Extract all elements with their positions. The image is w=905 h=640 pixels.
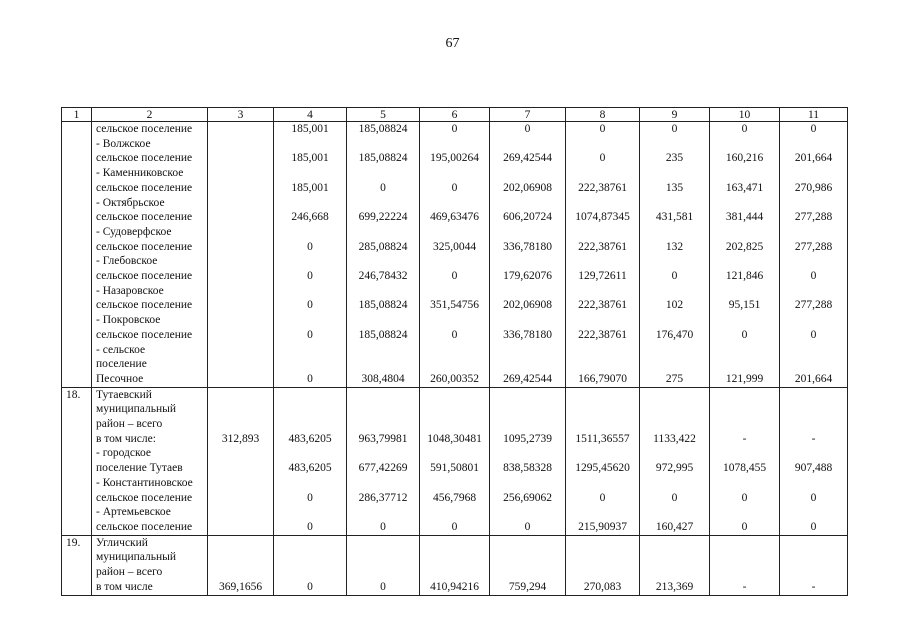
- value-cell: [208, 505, 274, 535]
- value-cell: 160,427: [640, 505, 710, 535]
- value-cell: 483,6205: [274, 387, 347, 446]
- value-cell: 222,38761: [566, 284, 640, 313]
- value-cell: 235: [640, 137, 710, 166]
- value-cell: 102: [640, 284, 710, 313]
- value-cell: 312,893: [208, 387, 274, 446]
- value-cell: 0: [274, 505, 347, 535]
- table-row: [62, 196, 848, 225]
- value-cell: 325,0044: [420, 225, 490, 254]
- value-cell: 286,37712: [347, 476, 420, 505]
- table-row: [62, 446, 848, 475]
- value-cell: 838,58328: [490, 446, 566, 475]
- row-index: [62, 476, 92, 505]
- row-name: - Октябрьское сельское поселение: [92, 196, 208, 225]
- value-cell: 260,00352: [420, 343, 490, 388]
- value-cell: 277,288: [780, 196, 848, 225]
- value-cell: 135: [640, 166, 710, 195]
- value-cell: 246,78432: [347, 254, 420, 283]
- value-cell: 185,08824: [347, 122, 420, 137]
- value-cell: 0: [780, 505, 848, 535]
- value-cell: 269,42544: [490, 137, 566, 166]
- row-index: [62, 313, 92, 342]
- value-cell: 0: [274, 225, 347, 254]
- value-cell: 336,78180: [490, 225, 566, 254]
- value-cell: 270,083: [566, 535, 640, 595]
- budget-table: [61, 107, 848, 596]
- value-cell: 0: [347, 166, 420, 195]
- table-row: [62, 387, 848, 446]
- value-cell: 269,42544: [490, 343, 566, 388]
- value-cell: [208, 343, 274, 388]
- row-name: сельское поселение: [92, 122, 208, 137]
- row-name: - Волжское сельское поселение: [92, 137, 208, 166]
- value-cell: 0: [420, 313, 490, 342]
- value-cell: 336,78180: [490, 313, 566, 342]
- row-index: [62, 343, 92, 388]
- value-cell: 0: [780, 476, 848, 505]
- value-cell: 0: [640, 476, 710, 505]
- table-row: [62, 137, 848, 166]
- page-number: 67: [445, 36, 460, 51]
- row-index: [62, 505, 92, 535]
- value-cell: 0: [347, 505, 420, 535]
- value-cell: 0: [640, 254, 710, 283]
- value-cell: 1078,455: [710, 446, 780, 475]
- value-cell: 185,001: [274, 137, 347, 166]
- value-cell: 160,216: [710, 137, 780, 166]
- value-cell: [208, 225, 274, 254]
- value-cell: 201,664: [780, 343, 848, 388]
- value-cell: -: [780, 387, 848, 446]
- row-name: Угличский муниципальный район – всего в том числе: [92, 535, 208, 595]
- value-cell: -: [710, 387, 780, 446]
- value-cell: 0: [274, 535, 347, 595]
- value-cell: 222,38761: [566, 313, 640, 342]
- value-cell: 0: [566, 137, 640, 166]
- value-cell: 0: [420, 254, 490, 283]
- value-cell: 759,294: [490, 535, 566, 595]
- column-header: 3: [208, 108, 274, 122]
- value-cell: 410,94216: [420, 535, 490, 595]
- value-cell: [208, 122, 274, 137]
- value-cell: 0: [710, 476, 780, 505]
- value-cell: 907,488: [780, 446, 848, 475]
- value-cell: 0: [274, 254, 347, 283]
- value-cell: [208, 137, 274, 166]
- value-cell: 132: [640, 225, 710, 254]
- value-cell: 0: [274, 284, 347, 313]
- row-name: - сельское поселение Песочное: [92, 343, 208, 388]
- value-cell: 0: [780, 313, 848, 342]
- value-cell: 963,79981: [347, 387, 420, 446]
- value-cell: 381,444: [710, 196, 780, 225]
- table-row: [62, 166, 848, 195]
- row-index: [62, 284, 92, 313]
- value-cell: 0: [710, 313, 780, 342]
- value-cell: 483,6205: [274, 446, 347, 475]
- value-cell: 185,08824: [347, 137, 420, 166]
- value-cell: [208, 313, 274, 342]
- value-cell: 0: [274, 313, 347, 342]
- row-name: - Судоверфское сельское поселение: [92, 225, 208, 254]
- value-cell: 129,72611: [566, 254, 640, 283]
- row-name: - городское поселение Тутаев: [92, 446, 208, 475]
- value-cell: 185,001: [274, 166, 347, 195]
- value-cell: 201,664: [780, 137, 848, 166]
- value-cell: 270,986: [780, 166, 848, 195]
- value-cell: 972,995: [640, 446, 710, 475]
- header-row: [62, 108, 848, 122]
- value-cell: 0: [566, 122, 640, 137]
- value-cell: 0: [274, 476, 347, 505]
- value-cell: 591,50801: [420, 446, 490, 475]
- value-cell: 202,825: [710, 225, 780, 254]
- value-cell: 222,38761: [566, 225, 640, 254]
- value-cell: 1133,422: [640, 387, 710, 446]
- value-cell: 0: [420, 166, 490, 195]
- value-cell: 166,79070: [566, 343, 640, 388]
- value-cell: [208, 196, 274, 225]
- row-index: [62, 137, 92, 166]
- value-cell: 469,63476: [420, 196, 490, 225]
- table-row: [62, 284, 848, 313]
- value-cell: 0: [566, 476, 640, 505]
- row-name: - Артемьевское сельское поселение: [92, 505, 208, 535]
- value-cell: 285,08824: [347, 225, 420, 254]
- table-row: [62, 122, 848, 137]
- value-cell: 95,151: [710, 284, 780, 313]
- value-cell: [208, 284, 274, 313]
- value-cell: 179,62076: [490, 254, 566, 283]
- value-cell: 369,1656: [208, 535, 274, 595]
- value-cell: 121,846: [710, 254, 780, 283]
- column-header: 4: [274, 108, 347, 122]
- value-cell: 185,08824: [347, 284, 420, 313]
- row-name: Тутаевский муниципальный район – всего в том числе:: [92, 387, 208, 446]
- value-cell: 1048,30481: [420, 387, 490, 446]
- column-header: 8: [566, 108, 640, 122]
- value-cell: 0: [490, 122, 566, 137]
- table-row: [62, 505, 848, 535]
- value-cell: 0: [710, 122, 780, 137]
- value-cell: 185,001: [274, 122, 347, 137]
- column-header: 6: [420, 108, 490, 122]
- value-cell: 0: [420, 505, 490, 535]
- value-cell: 185,08824: [347, 313, 420, 342]
- value-cell: [208, 166, 274, 195]
- value-cell: [208, 446, 274, 475]
- table-row: [62, 535, 848, 595]
- value-cell: -: [780, 535, 848, 595]
- row-index: [62, 225, 92, 254]
- table-row: [62, 254, 848, 283]
- row-index: [62, 254, 92, 283]
- value-cell: -: [710, 535, 780, 595]
- column-header: 9: [640, 108, 710, 122]
- value-cell: 256,69062: [490, 476, 566, 505]
- value-cell: 699,22224: [347, 196, 420, 225]
- value-cell: 202,06908: [490, 284, 566, 313]
- value-cell: 176,470: [640, 313, 710, 342]
- value-cell: 1511,36557: [566, 387, 640, 446]
- table-row: [62, 476, 848, 505]
- value-cell: 0: [347, 535, 420, 595]
- value-cell: 213,369: [640, 535, 710, 595]
- value-cell: 308,4804: [347, 343, 420, 388]
- value-cell: 606,20724: [490, 196, 566, 225]
- value-cell: 351,54756: [420, 284, 490, 313]
- value-cell: 246,668: [274, 196, 347, 225]
- row-index: [62, 166, 92, 195]
- value-cell: 456,7968: [420, 476, 490, 505]
- table-body: [62, 122, 848, 596]
- table-row: [62, 313, 848, 342]
- row-index: 19.: [62, 535, 92, 595]
- value-cell: 0: [274, 343, 347, 388]
- value-cell: 0: [780, 254, 848, 283]
- column-header: 10: [710, 108, 780, 122]
- row-name: - Глебовское сельское поселение: [92, 254, 208, 283]
- value-cell: 431,581: [640, 196, 710, 225]
- value-cell: [208, 254, 274, 283]
- value-cell: 0: [490, 505, 566, 535]
- value-cell: 677,42269: [347, 446, 420, 475]
- value-cell: 0: [420, 122, 490, 137]
- value-cell: 163,471: [710, 166, 780, 195]
- value-cell: 277,288: [780, 284, 848, 313]
- row-name: - Каменниковское сельское поселение: [92, 166, 208, 195]
- table-row: [62, 225, 848, 254]
- value-cell: 222,38761: [566, 166, 640, 195]
- value-cell: 0: [780, 122, 848, 137]
- value-cell: 215,90937: [566, 505, 640, 535]
- value-cell: 121,999: [710, 343, 780, 388]
- row-index: [62, 122, 92, 137]
- value-cell: 202,06908: [490, 166, 566, 195]
- column-header: 2: [92, 108, 208, 122]
- value-cell: 1074,87345: [566, 196, 640, 225]
- row-name: - Константиновское сельское поселение: [92, 476, 208, 505]
- value-cell: 1095,2739: [490, 387, 566, 446]
- value-cell: 1295,45620: [566, 446, 640, 475]
- column-header: 11: [780, 108, 848, 122]
- row-index: [62, 446, 92, 475]
- row-name: - Покровское сельское поселение: [92, 313, 208, 342]
- value-cell: 0: [640, 122, 710, 137]
- value-cell: 277,288: [780, 225, 848, 254]
- column-header: 7: [490, 108, 566, 122]
- row-name: - Назаровское сельское поселение: [92, 284, 208, 313]
- value-cell: 0: [710, 505, 780, 535]
- value-cell: [208, 476, 274, 505]
- column-header: 5: [347, 108, 420, 122]
- value-cell: 275: [640, 343, 710, 388]
- column-header: 1: [62, 108, 92, 122]
- row-index: 18.: [62, 387, 92, 446]
- row-index: [62, 196, 92, 225]
- table-row: [62, 343, 848, 388]
- value-cell: 195,00264: [420, 137, 490, 166]
